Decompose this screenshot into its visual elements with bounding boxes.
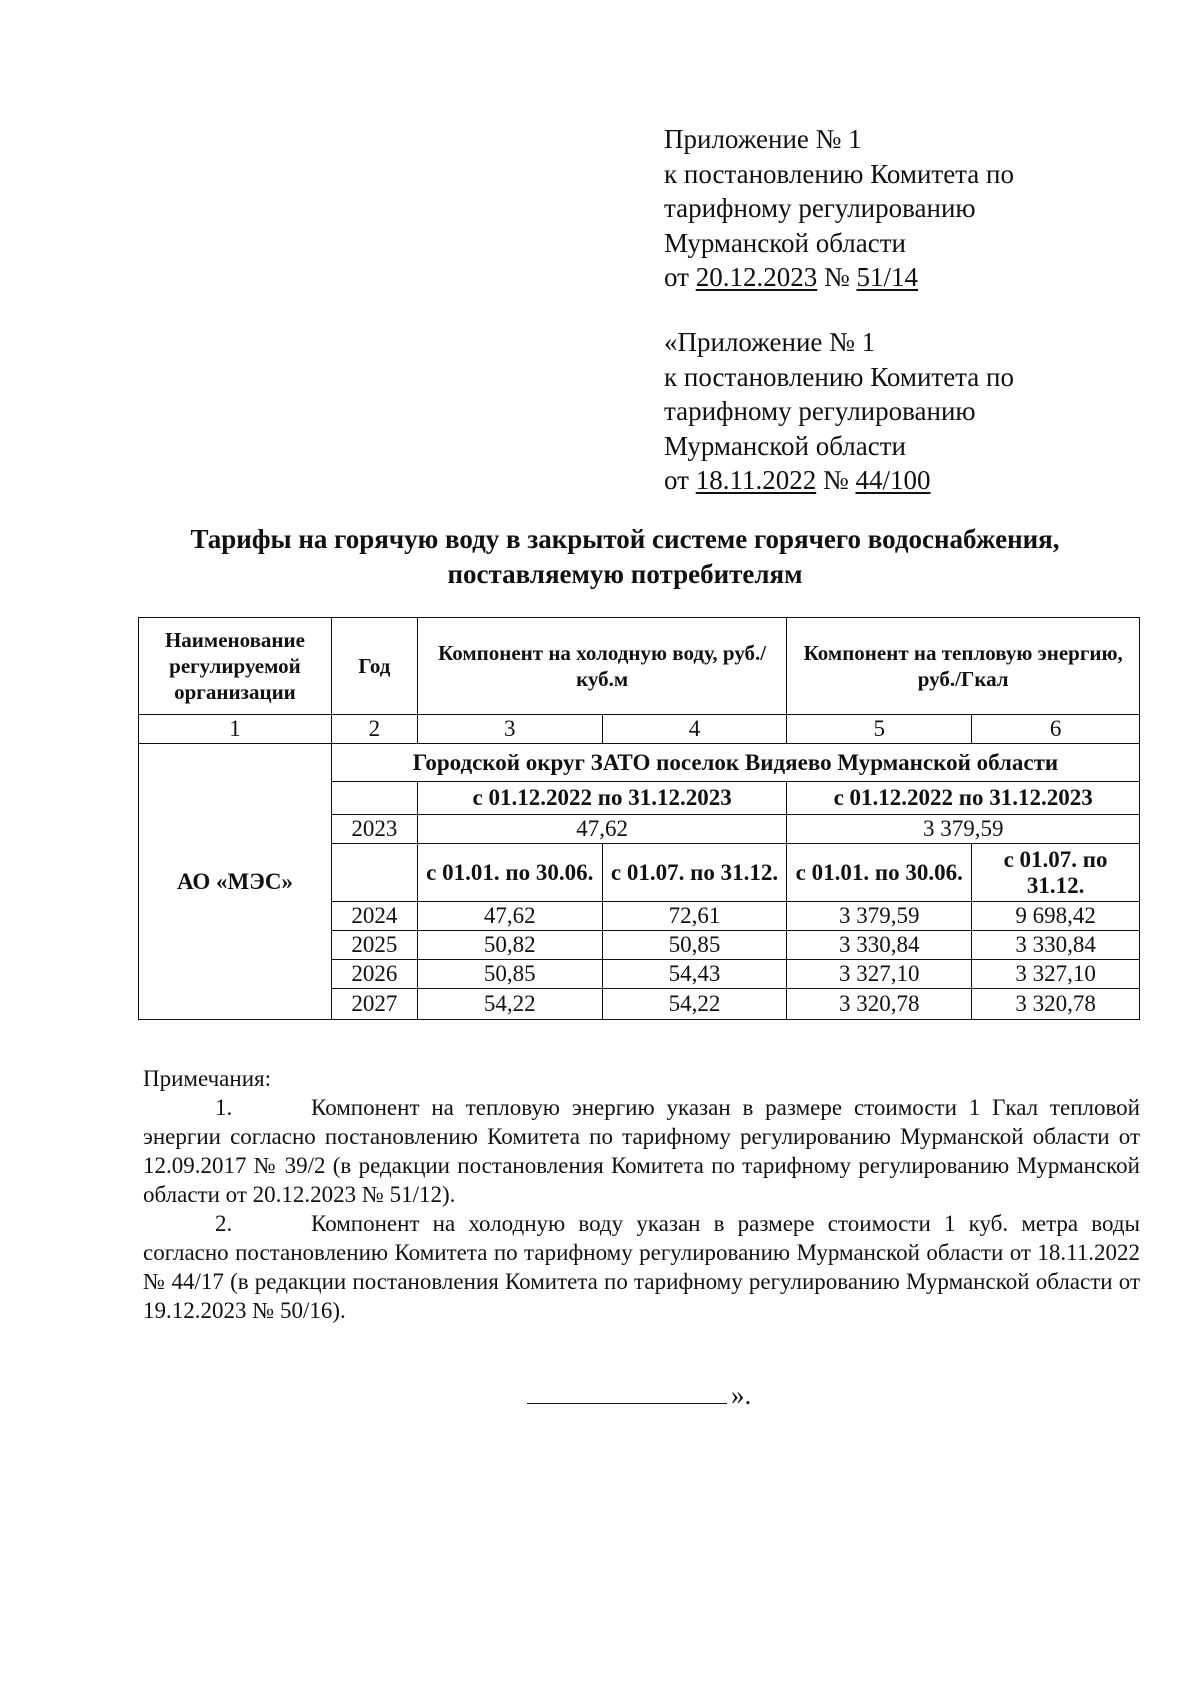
header-cold-water: Компонент на холодную воду, руб./куб.м [417, 618, 787, 715]
col-number: 2 [331, 715, 417, 744]
cold-value: 54,22 [417, 989, 602, 1020]
heat-value: 3 330,84 [972, 931, 1140, 960]
column-number-row [139, 715, 1140, 744]
appendix-line: Мурманской области [664, 227, 906, 258]
note-text: Компонент на холодную воду указан в размере стоимости 1 куб. метра воды согласно постановлению Комитета по тарифному регулированию Мурманской области от 18.11.2022 № 44/17 (в редакции постановления Комитета по тарифному регулированию Мурманской области от 19.12.2023 № 50/16). [143, 1211, 1140, 1323]
header-heat-energy: Компонент на тепловую энергию, руб./Гкал [787, 618, 1140, 715]
appendix-date-line [664, 260, 1134, 295]
appendix-no-sign: № [817, 262, 857, 292]
col-number: 5 [787, 715, 972, 744]
table-header-row [139, 618, 1140, 715]
closing-rule [527, 1381, 727, 1404]
col-number: 4 [602, 715, 787, 744]
appendix-line: Мурманской области [664, 430, 906, 461]
closing-mark [527, 1378, 751, 1412]
closing-quote: ». [731, 1380, 752, 1410]
cold-value: 47,62 [417, 815, 787, 844]
appendix-date: 18.11.2022 [695, 465, 817, 495]
appendix-line: тарифному регулированию [664, 193, 976, 223]
document-title [100, 522, 1150, 592]
appendix-number: 51/14 [856, 262, 918, 292]
cold-value: 47,62 [417, 902, 602, 931]
title-line: Тарифы на горячую воду в закрытой системе горячего водоснабжения, [190, 524, 1060, 554]
cold-value: 54,22 [602, 989, 787, 1020]
half-period: с 01.07. по 31.12. [972, 844, 1140, 902]
period-cold: с 01.12.2022 по 31.12.2023 [417, 782, 787, 815]
year-cell: 2024 [331, 902, 417, 931]
appendix-header-current [664, 122, 1134, 295]
appendix-date-line [664, 463, 1134, 498]
heat-value: 3 379,59 [787, 815, 1140, 844]
empty-cell [331, 844, 417, 902]
appendix-date: 20.12.2023 [695, 262, 818, 292]
appendix-header-original [664, 325, 1134, 498]
note-item [143, 1093, 1140, 1209]
notes-section [143, 1064, 1140, 1325]
year-cell: 2026 [331, 960, 417, 989]
heat-value: 9 698,42 [972, 902, 1140, 931]
appendix-prefix: от [664, 465, 696, 495]
appendix-number: 44/100 [855, 465, 931, 495]
cold-value: 50,82 [417, 931, 602, 960]
appendix-line: к постановлению Комитета по [664, 158, 1014, 189]
col-number: 6 [972, 715, 1140, 744]
half-period: с 01.07. по 31.12. [602, 844, 787, 902]
appendix-prefix: от [664, 262, 696, 292]
heat-value: 3 320,78 [787, 989, 972, 1020]
heat-value: 3 327,10 [787, 960, 972, 989]
district-name: Городской округ ЗАТО поселок Видяево Мурманской области [331, 744, 1139, 782]
cold-value: 72,61 [602, 902, 787, 931]
year-cell: 2023 [331, 815, 417, 844]
period-heat: с 01.12.2022 по 31.12.2023 [787, 782, 1140, 815]
empty-cell [331, 782, 417, 815]
appendix-line: тарифному регулированию [664, 396, 976, 426]
heat-value: 3 320,78 [972, 989, 1140, 1020]
appendix-line: «Приложение № 1 [664, 327, 876, 357]
heat-value: 3 379,59 [787, 902, 972, 931]
col-number: 1 [139, 715, 332, 744]
tariff-table [138, 617, 1140, 1020]
organization-name: АО «МЭС» [139, 744, 332, 1020]
header-year: Год [331, 618, 417, 715]
district-row [139, 744, 1140, 782]
col-number: 3 [417, 715, 602, 744]
note-item [143, 1209, 1140, 1325]
half-period: с 01.01. по 30.06. [417, 844, 602, 902]
heat-value: 3 327,10 [972, 960, 1140, 989]
header-org: Наименование регулируемой организации [139, 618, 332, 715]
note-number: 1. [215, 1095, 233, 1120]
appendix-line: к постановлению Комитета по [664, 361, 1014, 392]
notes-heading: Примечания: [143, 1066, 271, 1091]
cold-value: 50,85 [602, 931, 787, 960]
year-cell: 2027 [331, 989, 417, 1020]
appendix-no-sign: № [816, 465, 856, 495]
cold-value: 54,43 [602, 960, 787, 989]
title-line: поставляемую потребителям [447, 559, 803, 589]
note-text: Компонент на тепловую энергию указан в размере стоимости 1 Гкал тепловой энергии согласно постановлению Комитета по тарифному регулированию Мурманской области от 12.09.2017 № 39/2 (в редакции постановления Комитета по тарифному регулированию Мурманской области от 20.12.2023 № 51/12). [143, 1095, 1140, 1207]
appendix-line: Приложение № 1 [664, 124, 862, 154]
cold-value: 50,85 [417, 960, 602, 989]
heat-value: 3 330,84 [787, 931, 972, 960]
half-period: с 01.01. по 30.06. [787, 844, 972, 902]
note-number: 2. [215, 1211, 233, 1236]
year-cell: 2025 [331, 931, 417, 960]
